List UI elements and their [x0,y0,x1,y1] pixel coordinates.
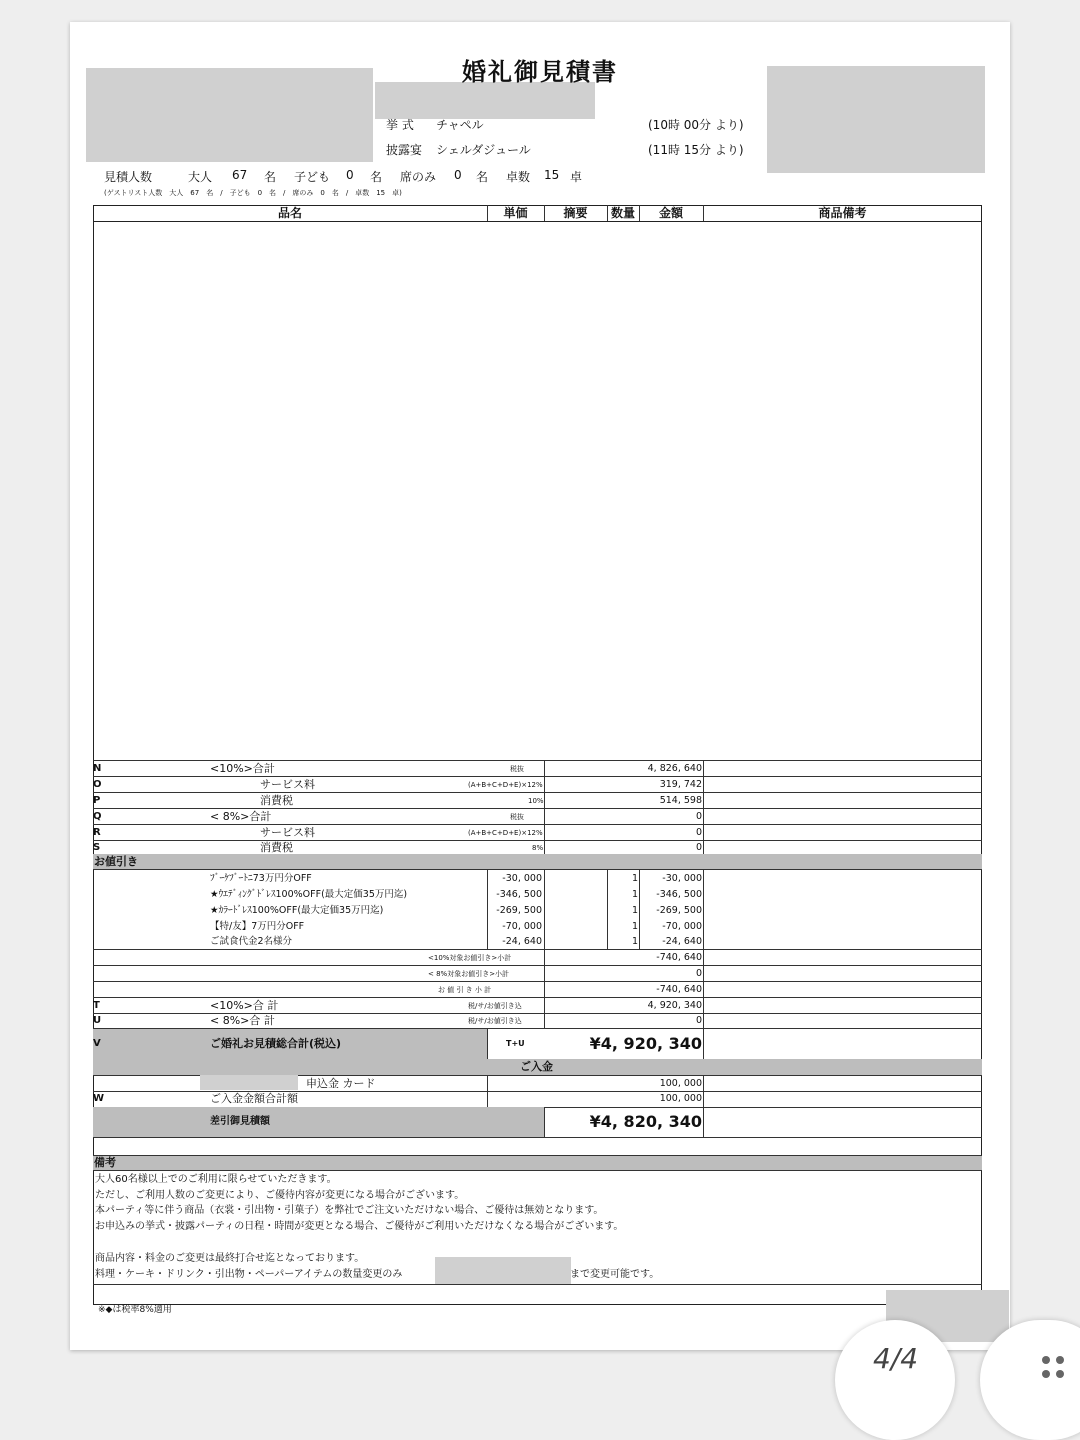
discount-amount: -30, 000 [662,873,702,884]
discount-header: お値引き [94,855,138,868]
deposit-total-amount: 100, 000 [659,1093,702,1104]
total-label: <10%>合 計 [210,999,279,1012]
items-table [93,205,982,1305]
dot [1056,1356,1064,1364]
balance-label: 差引御見積額 [210,1116,270,1127]
summary-label: サービス料 [260,778,315,791]
dot [1042,1370,1050,1378]
row-letter: Q [93,811,102,822]
discount-unit-price: -24, 640 [502,936,542,947]
discount-unit-price: -346, 500 [496,889,542,900]
summary-amount: 0 [695,842,702,853]
seat-count: 0 [454,168,462,182]
deposit-header: ご入金 [520,1060,553,1073]
summary-amount: 319, 742 [659,779,702,790]
seat-label: 席のみ [400,170,437,184]
ceremony-label: 挙 式 [386,118,414,132]
footnote: ※◆は税率8%適用 [98,1305,172,1315]
summary-amount: 514, 598 [659,795,702,806]
row-letter: N [93,763,102,774]
redacted-block [200,1075,298,1090]
grand-total-formula: T+U [506,1039,525,1048]
discount-qty: 1 [631,889,638,900]
col-unit-price: 単価 [503,206,528,220]
row-letter: P [93,795,101,806]
remark-line-end: まで変更可能です。 [570,1269,660,1280]
remark-line: 本パーティ等に伴う商品（衣裳・引出物・引菓子）を弊社でご注文いただけない場合、ご優待は無効となります。 [95,1205,604,1216]
row-letter: S [93,842,101,853]
table-unit: 卓 [570,170,583,184]
discount-unit-price: -70, 000 [502,921,542,932]
discount-amount: -269, 500 [656,905,702,916]
name-unit: 名 [264,170,277,184]
discount-qty: 1 [631,905,638,916]
summary-amount: 0 [695,827,702,838]
discount-amount: -24, 640 [662,936,702,947]
headcount-label: 見積人数 [104,170,153,184]
row-letter: V [93,1038,101,1049]
table-count: 15 [544,168,560,182]
name-unit: 名 [370,170,383,184]
col-quantity: 数量 [610,206,635,220]
subtotal-label: < 8%対象お値引き>小計 [428,970,510,978]
discount-header-bar [93,854,982,869]
discount-amount: -70, 000 [662,921,702,932]
subtotal-amount: -740, 640 [656,952,702,963]
summary-label: 消費税 [260,841,293,854]
table-label: 卓数 [506,170,531,184]
discount-name: ﾌﾞｰｹﾌﾞｰﾄﾆ73万円分OFF [210,873,312,884]
summary-note: (A+B+C+D+E)×12% [468,781,543,789]
remarks-header-bar [93,1155,982,1170]
ceremony-venue: チャペル [436,118,484,132]
discount-qty: 1 [631,936,638,947]
subtotal-label: お 値 引 き 小 計 [438,986,492,994]
discount-name: ご試食代金2名様分 [210,936,293,947]
remark-line: 大人60名様以上でのご利用に限らせていただきます。 [95,1174,337,1185]
total-amount: 0 [695,1015,702,1026]
child-count: 0 [346,168,354,182]
adult-label: 大人 [188,170,213,184]
row-letter: T [93,1000,100,1011]
redacted-block [435,1257,571,1285]
col-item-name: 品名 [277,206,302,220]
discount-unit-price: -269, 500 [496,905,542,916]
total-note: 税/サ/お値引き込 [468,1017,522,1025]
grand-total-label: ご婚礼お見積総合計(税込) [210,1037,342,1050]
summary-amount: 0 [695,811,702,822]
summary-note: 10% [528,797,544,805]
discount-unit-price: -30, 000 [502,873,542,884]
deposit-amount: 100, 000 [659,1078,702,1089]
ceremony-time: (10時 00分 より) [648,118,744,132]
summary-note: 税抜 [510,813,524,821]
child-label: 子ども [294,170,331,184]
discount-name: ★ｳｴﾃﾞｨﾝｸﾞﾄﾞﾚｽ100%OFF(最大定価35万円迄) [210,889,408,900]
summary-label: サービス料 [260,826,315,839]
total-label: < 8%>合 計 [210,1014,275,1027]
row-letter: O [93,779,102,790]
total-amount: 4, 920, 340 [647,1000,702,1011]
name-unit: 名 [476,170,489,184]
discount-name: ★ｶﾗｰﾄﾞﾚｽ100%OFF(最大定価35万円迄) [210,905,384,916]
col-summary: 摘要 [563,206,588,220]
summary-label: <10%>合計 [210,762,275,775]
remark-line: 商品内容・料金のご変更は最終打合せ迄となっております。 [95,1253,365,1264]
adult-count: 67 [232,168,248,182]
guest-list-count: (ゲストリスト人数 大人 67 名 / 子ども 0 名 / 席のみ 0 名 / 卓数 15 卓) [104,189,402,197]
subtotal-amount: -740, 640 [656,984,702,995]
page-indicator [835,1320,955,1440]
summary-amount: 4, 826, 640 [647,763,702,774]
subtotal-label: <10%対象お値引き>小計 [428,954,512,962]
balance-shade [93,1107,544,1137]
remark-line: ただし、ご利用人数のご変更により、ご優待内容が変更になる場合がございます。 [95,1190,465,1201]
col-amount: 金額 [658,206,683,220]
remark-line: 料理・ケーキ・ドリンク・引出物・ペーパーアイテムの数量変更のみ [95,1269,403,1280]
deposit-label: 申込金 カード [306,1077,376,1090]
discount-qty: 1 [631,873,638,884]
col-product-notes: 商品備考 [818,206,867,220]
summary-note: 税抜 [510,765,524,773]
reception-time: (11時 15分 より) [648,143,744,157]
dot [1042,1356,1050,1364]
total-note: 税/サ/お値引き込 [468,1002,522,1010]
summary-note: 8% [532,844,544,852]
discount-qty: 1 [631,921,638,932]
reception-venue: シェルダジュール [436,143,531,157]
discount-amount: -346, 500 [656,889,702,900]
summary-label: < 8%>合計 [210,810,272,823]
row-letter: U [93,1015,102,1026]
deposit-total-label: ご入金金額合計額 [210,1092,298,1105]
reception-label: 披露宴 [386,143,423,157]
page-indicator-text: 4/4 [873,1342,919,1375]
grand-total-amount: ¥4, 920, 340 [589,1034,702,1053]
balance-amount: ¥4, 820, 340 [589,1112,702,1131]
discount-name: 【特/友】7万円分OFF [210,921,305,932]
row-letter: W [93,1093,105,1104]
redacted-block [375,82,595,119]
remark-line: お申込みの挙式・披露パーティの日程・時間が変更となる場合、ご優待がご利用いただけなくなる場合がございます。 [95,1221,624,1232]
dot [1056,1370,1064,1378]
estimate-page [70,22,1010,1350]
row-letter: R [93,827,101,838]
summary-label: 消費税 [260,794,293,807]
summary-note: (A+B+C+D+E)×12% [468,829,543,837]
remarks-header: 備考 [94,1156,116,1169]
document-title: 婚礼御見積書 [462,58,618,86]
subtotal-amount: 0 [695,968,702,979]
